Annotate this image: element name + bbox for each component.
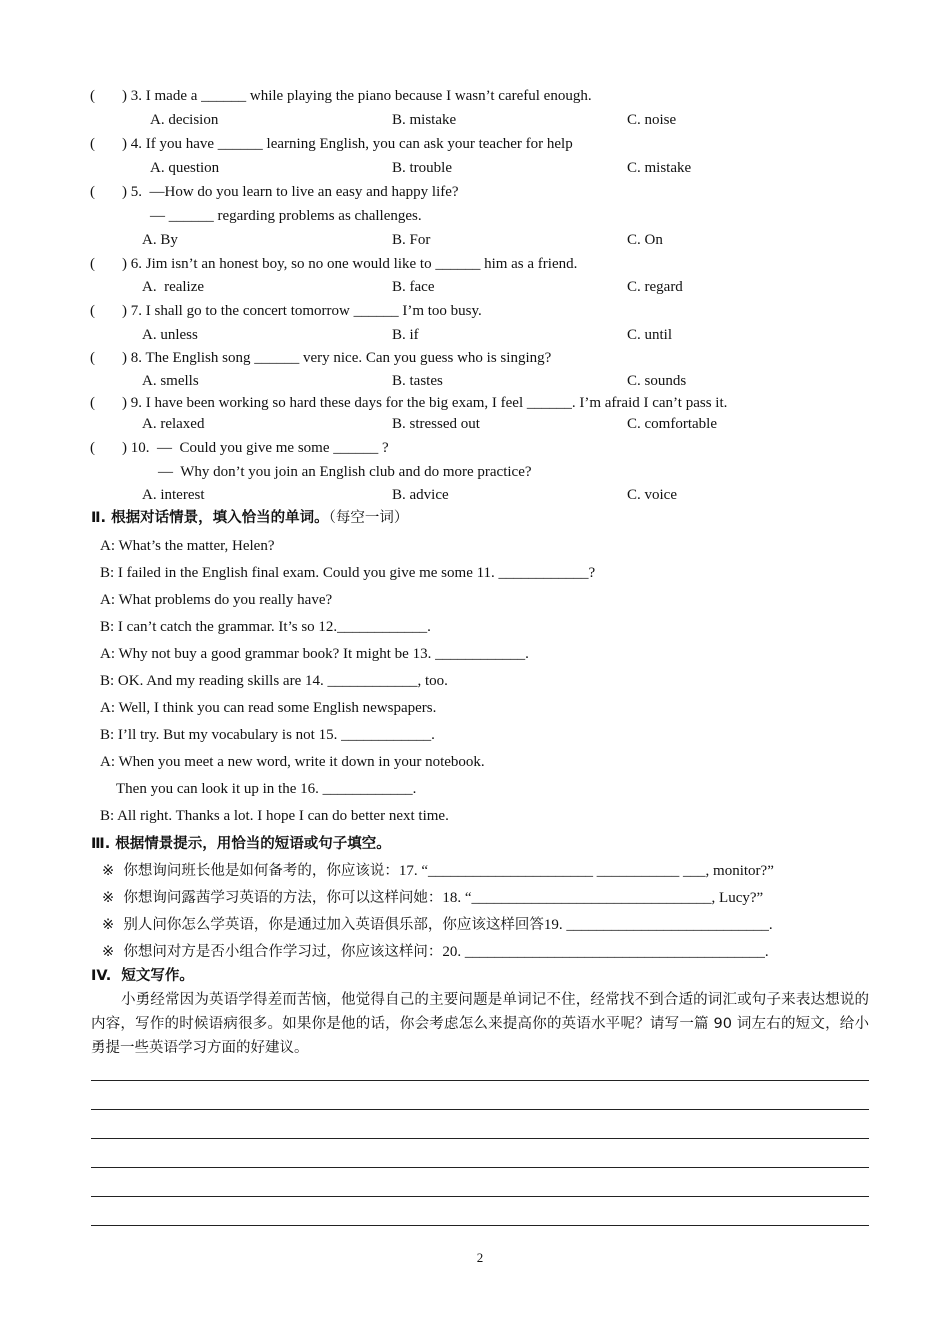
question-10-stem: ) 10. — Could you give me some ______ ? [122, 440, 389, 456]
q4-option-b: B. trouble [392, 160, 452, 176]
writing-line[interactable] [91, 1109, 869, 1110]
dialogue-line-blank-12[interactable]: B: I can’t catch the grammar. It’s so 12.____________. [100, 619, 431, 635]
dialogue-line-blank-16[interactable]: Then you can look it up in the 16. ____________. [116, 781, 417, 797]
writing-line[interactable] [91, 1196, 869, 1197]
situation-item-20[interactable]: ※ 你想问对方是否小组合作学习过，你应该这样问：20. ________________________________________. [102, 944, 769, 960]
question-10-reply: — Why don’t you join an English club and do more practice? [158, 464, 532, 480]
question-6-stem: ) 6. Jim isn’t an honest boy, so no one would like to ______ him as a friend. [122, 256, 578, 272]
situation-item-17[interactable]: ※ 你想询问班长他是如何备考的，你应该说：17. “______________________ ___________ ___, monitor?” [102, 863, 774, 879]
dialogue-line: B: All right. Thanks a lot. I hope I can do better next time. [100, 808, 449, 824]
q5-option-a: A. By [142, 232, 178, 248]
answer-paren[interactable]: ( [90, 440, 125, 456]
dialogue-line-blank-15[interactable]: B: I’ll try. But my vocabulary is not 15. ____________. [100, 727, 435, 743]
question-5-reply: — ______ regarding problems as challenges. [150, 208, 422, 224]
dialogue-line-blank-13[interactable]: A: Why not buy a good grammar book? It might be 13. ____________. [100, 646, 529, 662]
answer-paren[interactable]: ( [90, 256, 125, 272]
answer-paren[interactable]: ( [90, 395, 125, 411]
q9-option-c: C. comfortable [627, 416, 717, 432]
situation-item-19[interactable]: ※ 别人问你怎么学英语，你是通过加入英语俱乐部，你应该这样回答19. ___________________________. [102, 917, 773, 933]
dialogue-line-blank-11[interactable]: B: I failed in the English final exam. Could you give me some 11. ____________? [100, 565, 596, 581]
q9-option-a: A. relaxed [142, 416, 205, 432]
dialogue-line: A: Well, I think you can read some English newspapers. [100, 700, 437, 716]
q10-option-b: B. advice [392, 487, 449, 503]
q8-option-a: A. smells [142, 373, 199, 389]
q9-option-b: B. stressed out [392, 416, 480, 432]
answer-paren[interactable]: ( [90, 303, 125, 319]
q8-option-b: B. tastes [392, 373, 443, 389]
question-5-stem: ) 5. —How do you learn to live an easy and happy life? [122, 184, 459, 200]
q10-option-c: C. voice [627, 487, 677, 503]
dialogue-line: A: What’s the matter, Helen? [100, 538, 275, 554]
writing-line[interactable] [91, 1080, 869, 1081]
writing-line[interactable] [91, 1167, 869, 1168]
page-number: 2 [476, 1250, 484, 1265]
q7-option-c: C. until [627, 327, 673, 343]
q6-option-a: A. realize [142, 279, 205, 295]
writing-line[interactable] [91, 1138, 869, 1139]
section-2-note: （每空一词） [328, 510, 409, 526]
q10-option-a: A. interest [142, 487, 205, 503]
dialogue-line-blank-14[interactable]: B: OK. And my reading skills are 14. ____________, too. [100, 673, 448, 689]
situation-item-18[interactable]: ※ 你想询问露茜学习英语的方法，你可以这样问她：18. “________________________________, Lucy?” [102, 890, 764, 906]
q4-option-c: C. mistake [627, 160, 692, 176]
q6-option-c: C. regard [627, 279, 683, 295]
q3-option-a: A. decision [150, 112, 219, 128]
section-2-title: Ⅱ. 根据对话情景，填入恰当的单词。 [91, 510, 329, 526]
question-3-stem: ) 3. I made a ______ while playing the piano because I wasn’t careful enough. [122, 88, 592, 104]
q3-option-b: B. mistake [392, 112, 457, 128]
writing-line[interactable] [91, 1225, 869, 1226]
section-2-heading [91, 508, 408, 528]
answer-paren[interactable]: ( [90, 184, 125, 200]
q7-option-b: B. if [392, 327, 419, 343]
q8-option-c: C. sounds [627, 373, 687, 389]
answer-paren[interactable]: ( [90, 136, 125, 152]
q3-option-c: C. noise [627, 112, 677, 128]
section-4-heading: IV. 短文写作。 [91, 968, 194, 984]
writing-prompt: 小勇经常因为英语学得差而苦恼，他觉得自己的主要问题是单词记不住，经常找不到合适的词汇或句子来表达想说的内容，写作的时候语病很多。如果你是他的话，你会考虑怎么来提高你的英语水平呢？请写一篇 90 词左右的短文，给小勇提一些英语学习方面的好建议。 [91, 992, 869, 1056]
q6-option-b: B. face [392, 279, 435, 295]
question-7-stem: ) 7. I shall go to the concert tomorrow ______ I’m too busy. [122, 303, 482, 319]
q5-option-c: C. On [627, 232, 663, 248]
q5-option-b: B. For [392, 232, 431, 248]
answer-paren[interactable]: ( [90, 350, 125, 366]
question-8-stem: ) 8. The English song ______ very nice. Can you guess who is singing? [122, 350, 552, 366]
question-9-stem: ) 9. I have been working so hard these days for the big exam, I feel ______. I’m afraid I can’t pass it. [122, 395, 728, 411]
question-4-stem: ) 4. If you have ______ learning English, you can ask your teacher for help [122, 136, 573, 152]
dialogue-line: A: What problems do you really have? [100, 592, 333, 608]
q7-option-a: A. unless [142, 327, 198, 343]
q4-option-a: A. question [150, 160, 220, 176]
answer-paren[interactable]: ( [90, 88, 125, 104]
dialogue-line: A: When you meet a new word, write it down in your notebook. [100, 754, 485, 770]
section-3-heading: Ⅲ. 根据情景提示，用恰当的短语或句子填空。 [91, 836, 391, 852]
